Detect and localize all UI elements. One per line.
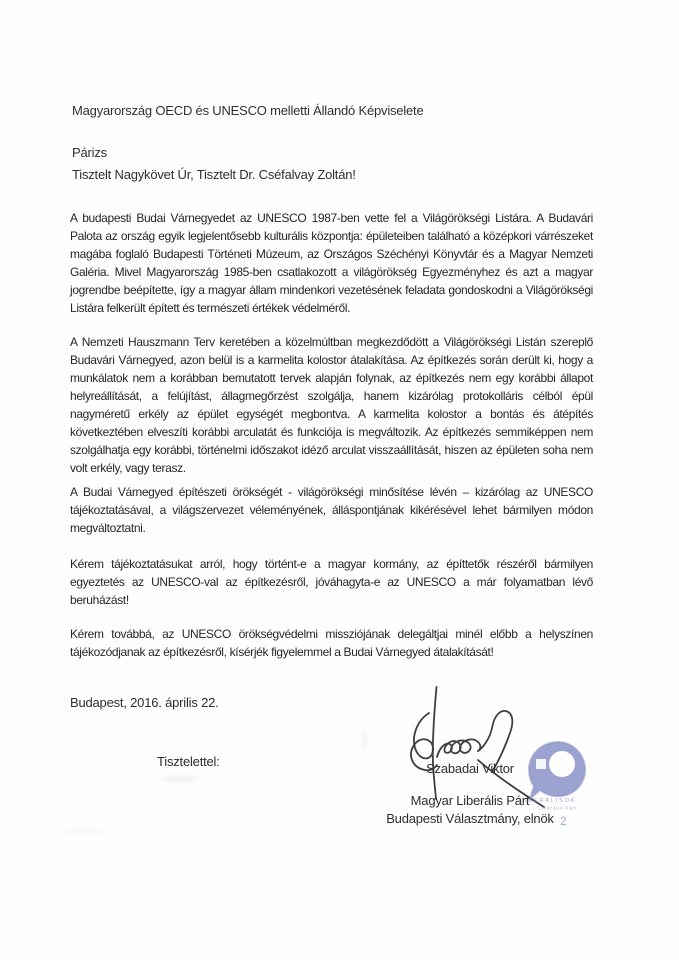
stamp-number: 2	[560, 814, 567, 828]
body-paragraph-2: A Nemzeti Hauszmann Terv keretében a közelmúltban megkezdődött a Világörökségi Listán szereplő Budavári Várnegyed, azon belül is a karmelita kolostor átalakítása. Az építkezés során derült ki, hogy a munkálatok nem a korábban bemutatott tervek alapján folynak, az építkezés nem egy korábbi állapot helyreállítását, a felújítást, állagmegőrzést szolgálja, hanem kizárólag protokolláris célból épül nagyméretű erkély az épület egységét megbontva. A karmelita kolostor a bontás és átépítés következtében elveszíti korábbi arculatát és funkciója is megváltozik. Az építkezés semmiképpen nem szolgálhatja egy korábbi, történelmi időszakot idéző arculat visszaállítását, hiszen az épületen soha nem volt erkély, vagy terasz.	[70, 335, 593, 475]
body-paragraph-4: Kérem tájékoztatásukat arról, hogy történt-e a magyar kormány, az építtetők részéről bármilyen egyeztetés az UNESCO-val az építkezésről, jóváhagyta-e az UNESCO a már folyamatban lévő beruházást!	[70, 557, 593, 607]
valediction: Tisztelettel:	[157, 754, 220, 769]
body-paragraph-5: Kérem továbbá, az UNESCO örökségvédelmi missziójának delegáltjai minél előbb a helyszínen tájékozódjanak az építkezésről, kísérjék figyelemmel a Budai Várnegyed átalakítását!	[70, 627, 593, 659]
signer-role: Budapesti Választmány, elnök	[386, 811, 554, 826]
stamp-text-line1: LIBERÁLISOK	[520, 797, 577, 804]
scan-smudge	[64, 828, 104, 835]
letterhead-org: Magyarország OECD és UNESCO melletti Állandó Képviselete	[72, 103, 424, 118]
scan-smudge	[160, 776, 198, 782]
salutation: Tisztelt Nagykövet Úr, Tisztelt Dr. Cséfalvay Zoltán!	[72, 167, 356, 182]
signer-name: Szabadai Viktor	[426, 761, 514, 776]
stamp-text-line2: Liberális Párt	[538, 805, 578, 811]
body-paragraph-3: A Budai Várnegyed építészeti örökségét - világörökségi minősítése lévén – kizárólag az UNESCO tájékoztatásával, a világszervezet véleményének, álláspontjának kikérésével lehet bármilyen módon megváltoztatni.	[70, 485, 593, 535]
scan-smudge	[362, 727, 367, 753]
signer-org: Magyar Liberális Párt	[410, 793, 530, 808]
body-paragraph-1: A budapesti Budai Várnegyedet az UNESCO 1987-ben vette fel a Világörökségi Listára. A Budavári Palota az ország egyik legjelentősebb kulturális központja: épületeiben található a középkori várrészeket magába foglaló Budapesti Történeti Múzeum, az Országos Széchényi Könyvtár és a Magyar Nemzeti Galéria. Mivel Magyarország 1985-ben csatlakozott a világörökség Egyezményhez és azt a magyar jogrendbe beépítette, így a magyar állam mindenkori vezetésének feladata gondoskodni a Világörökségi Listára felkerült épített és természeti értékek védelméről.	[70, 211, 593, 315]
date-line: Budapest, 2016. április 22.	[70, 695, 219, 710]
letterhead-city: Párizs	[72, 145, 107, 160]
